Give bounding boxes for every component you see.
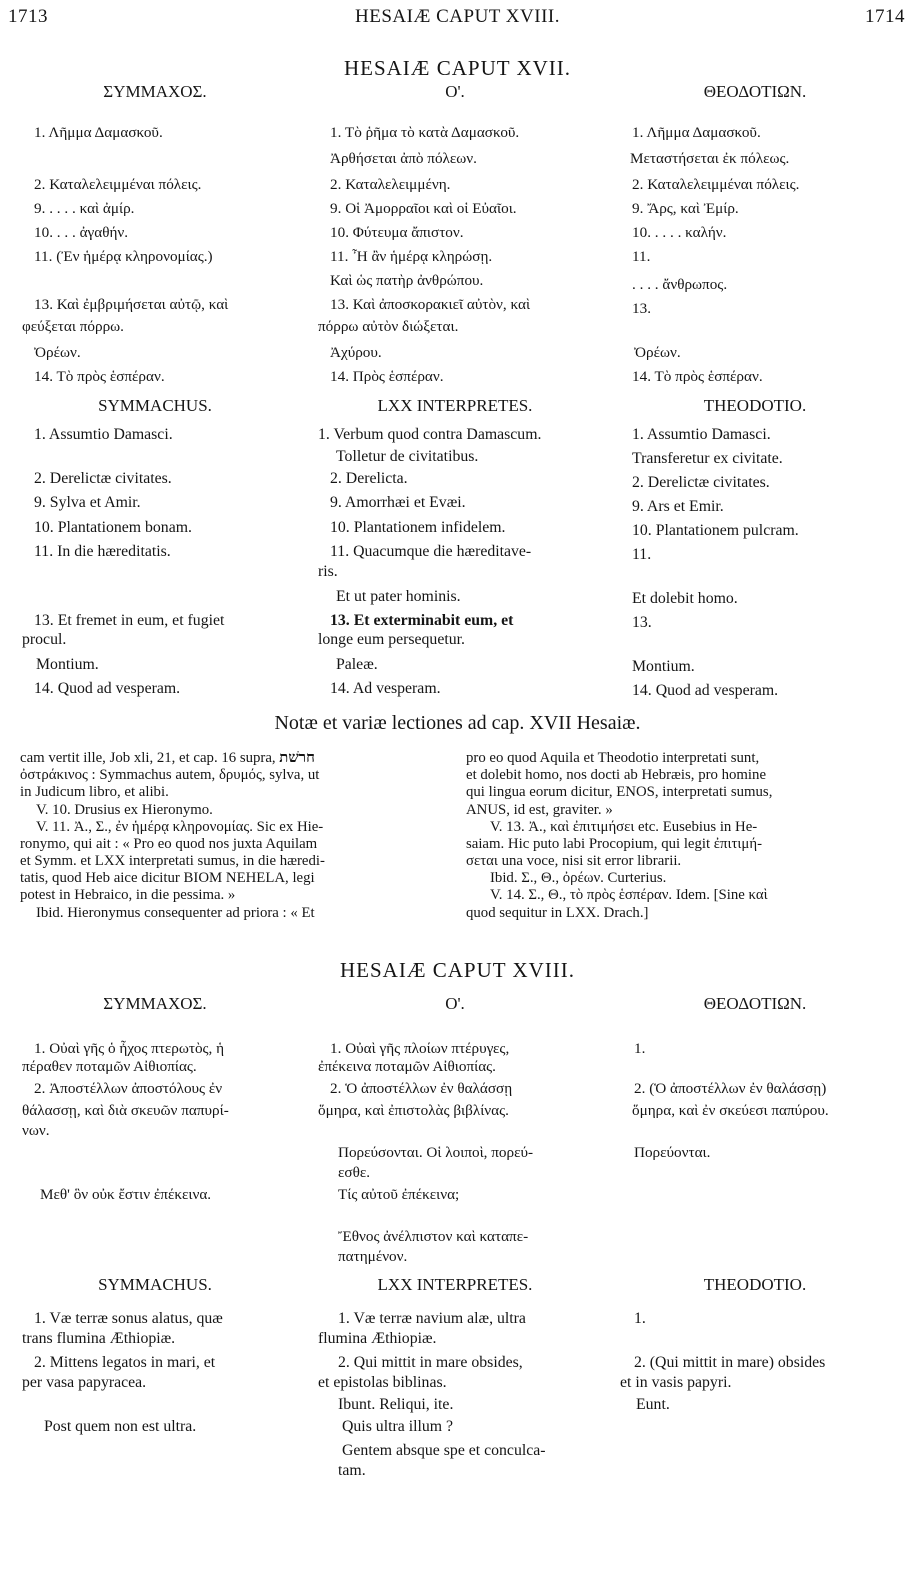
verse-line: 1. Λῆμμα Δαμασκοῦ. (632, 124, 761, 141)
verse-line: 1. Væ terræ navium alæ, ultra (338, 1310, 526, 1327)
verse-line: 11. (Ἐν ἡμέρᾳ κληρονομίας.) (34, 248, 213, 265)
verse-line: Ὀρέων. (634, 344, 681, 361)
verse-line: 14. Quod ad vesperam. (632, 682, 779, 699)
verse-line: 13. (632, 614, 652, 631)
note-line: et dolebit homo, nos docti ab Hebræis, pro homine (466, 767, 767, 783)
verse-line: 13. Et fremet in eum, et fugiet (34, 612, 225, 629)
verse-line: Tolletur de civitatibus. (336, 448, 479, 465)
running-title: HESAIÆ CAPUT XVIII. (355, 6, 560, 27)
verse-line: 10. Plantationem infidelem. (330, 519, 506, 536)
verse-line: πέραθεν ποταμῶν Αἰθιοπίας. (22, 1058, 197, 1075)
verse-line: 13. Et exterminabit eum, et (330, 612, 514, 629)
verse-line: Montium. (632, 658, 695, 675)
verse-line: 1. (634, 1040, 646, 1057)
verse-line: 2. Mittens legatos in mari, et (34, 1354, 216, 1371)
verse-line: φεύξεται πόρρω. (22, 318, 124, 335)
chapter-18-title: HESAIÆ CAPUT XVIII. (339, 958, 576, 982)
verse-line: 14. Τὸ πρὸς ἑσπέραν. (632, 368, 763, 385)
verse-line: 2. Derelictæ civitates. (632, 474, 770, 491)
note-line: et Symm. et LXX interpretati sumus, in die hæredi- (20, 853, 325, 869)
note-line: qui lingua eorum dicitur, ENOS, interpretati sumus, (466, 784, 773, 800)
verse-line: ὅμηρα, καὶ ἐπιστολὰς βιβλίνας. (318, 1102, 509, 1119)
hebrew-word: חרשׁת (279, 750, 315, 766)
note-line: V. 11. Ἀ., Σ., ἐν ἡμέρᾳ κληρονομίας. Sic ex Hie- (36, 819, 324, 835)
note-line: ronymo, qui ait : « Pro eo quod nos juxta Aquilam (20, 836, 318, 852)
verse-line: 10. Plantationem pulcram. (632, 522, 799, 539)
verse-line: 2. Καταλελειμμέναι πόλεις. (34, 176, 202, 193)
verse-line: 9. Amorrhæi et Evæi. (330, 494, 466, 511)
notes-title: Notæ et variæ lectiones ad cap. XVII Hesaiæ. (274, 712, 641, 734)
verse-line: Ἀρθήσεται ἀπὸ πόλεων. (330, 150, 477, 167)
verse-line: Καὶ ὡς πατὴρ ἀνθρώπου. (330, 272, 484, 289)
verse-line: 9. . . . . καὶ ἀμίρ. (34, 200, 135, 217)
verse-line: 9. Ἄρς, καὶ Ἐμίρ. (632, 200, 739, 217)
verse-line: 1. Λῆμμα Δαμασκοῦ. (34, 124, 163, 141)
ch18-header-theodotion-latin: THEODOTIO. (703, 1275, 807, 1294)
verse-line: 2. Καταλελειμμένη. (330, 176, 451, 193)
verse-line: 2. Καταλελειμμέναι πόλεις. (632, 176, 800, 193)
verse-line: . . . . ἄνθρωπος. (632, 276, 728, 293)
verse-line: 14. Ad vesperam. (330, 680, 441, 697)
verse-line: εσθε. (338, 1164, 371, 1181)
ch18-header-lxx-latin: LXX INTERPRETES. (377, 1275, 533, 1294)
verse-line: 1. Οὐαὶ γῆς πλοίων πτέρυγες, (330, 1040, 510, 1057)
ch17-header-theodotion-greek: ΘΕΟΔΟΤΙΩΝ. (703, 82, 807, 101)
ch18-header-symmachus-greek: ΣΥΜΜΑΧΟΣ. (103, 994, 207, 1013)
verse-line: 1. Οὐαὶ γῆς ὁ ἦχος πτερωτὸς, ἡ (34, 1040, 225, 1057)
verse-line: procul. (22, 631, 67, 648)
note-line: tatis, quod Heb aice dicitur BIOM NEHELA, legi (20, 870, 315, 886)
chapter-17-title: HESAIÆ CAPUT XVII. (343, 56, 572, 80)
note-line: Ibid. Hieronymus consequenter ad priora : « Et (36, 905, 315, 921)
verse-line: Quis ultra illum ? (342, 1418, 454, 1435)
verse-line: Πορεύσονται. Οἱ λοιποὶ, πορεύ- (338, 1144, 534, 1161)
note-line: V. 13. Ἀ., καὶ ἐπιτιμήσει etc. Eusebius in He- (490, 819, 758, 835)
verse-line: 14. Τὸ πρὸς ἑσπέραν. (34, 368, 165, 385)
verse-line: et epistolas biblinas. (318, 1374, 447, 1391)
verse-line: 10. Φύτευμα ἄπιστον. (330, 224, 464, 241)
ch17-header-theodotion-latin: THEODOTIO. (703, 396, 807, 415)
verse-line: 2. (Ὁ ἀποστέλλων ἐν θαλάσσῃ) (634, 1080, 827, 1097)
verse-line: 14. Quod ad vesperam. (34, 680, 181, 697)
verse-line: 14. Πρὸς ἑσπέραν. (330, 368, 444, 385)
verse-line: 2. Ἀποστέλλων ἀποστόλους ἐν (34, 1080, 223, 1097)
verse-line: 10. . . . ἀγαθήν. (34, 224, 129, 241)
ch18-header-symmachus-latin: SYMMACHUS. (98, 1275, 212, 1294)
verse-line: 2. Derelicta. (330, 470, 408, 487)
verse-line: πόρρω αὐτὸν διώξεται. (318, 318, 459, 335)
note-line: σεται una voce, nisi sit error librarii. (466, 853, 682, 869)
verse-line: Et dolebit homo. (632, 590, 738, 607)
verse-line: 2. Qui mittit in mare obsides, (338, 1354, 523, 1371)
note-text: cam vertit ille, Job xli, 21, et cap. 16 supra, (20, 750, 276, 766)
verse-line: νων. (22, 1122, 50, 1139)
verse-line: 1. (634, 1310, 646, 1327)
verse-line: 1. Verbum quod contra Damascum. (318, 426, 542, 443)
verse-line: Eunt. (636, 1396, 670, 1413)
verse-line: Μεθ' ὃν οὐκ ἔστιν ἐπέκεινα. (40, 1186, 212, 1203)
verse-line: per vasa papyracea. (22, 1374, 147, 1391)
verse-line: 13. Καὶ ἀποσκορακιεῖ αὐτὸν, καὶ (330, 296, 531, 313)
note-line: ANUS, id est, graviter. » (466, 802, 613, 818)
verse-line: θάλασσῃ, καὶ διὰ σκευῶν παπυρί- (22, 1102, 229, 1119)
verse-line: 11. (632, 546, 652, 563)
note-line: V. 10. Drusius ex Hieronymo. (36, 802, 213, 818)
ch17-header-symmachus-greek: ΣΥΜΜΑΧΟΣ. (103, 82, 207, 101)
note-line: pro eo quod Aquila et Theodotio interpretati sunt, (466, 750, 760, 766)
verse-line: 1. Assumtio Damasci. (34, 426, 173, 443)
verse-line: longe eum persequetur. (318, 631, 465, 648)
verse-line: 11. (632, 248, 651, 265)
verse-line: Post quem non est ultra. (44, 1418, 197, 1435)
ch17-header-lxx-latin: LXX INTERPRETES. (377, 396, 533, 415)
verse-line: 11. Quacumque die hæreditave- (330, 543, 532, 560)
verse-line: 9. Οἱ Ἀμορραῖοι καὶ οἱ Εὐαῖοι. (330, 200, 517, 217)
verse-line: Paleæ. (336, 656, 378, 673)
verse-line: 13. Καὶ ἐμβριμήσεται αὐτῷ, καὶ (34, 296, 229, 313)
verse-line: ὅμηρα, καὶ ἐν σκεύεσι παπύρου. (632, 1102, 829, 1119)
ch17-header-symmachus-latin: SYMMACHUS. (98, 396, 212, 415)
note-line: saiam. Hic puto labi Procopium, qui legit ἐπιτιμή- (466, 836, 763, 852)
verse-line: πατημένον. (338, 1248, 408, 1265)
verse-line: ris. (318, 563, 338, 580)
verse-line: 10. . . . . καλήν. (632, 224, 727, 241)
verse-line: Montium. (36, 656, 99, 673)
verse-line: 1. Assumtio Damasci. (632, 426, 771, 443)
verse-line: 11. Ἦ ἂν ἡμέρᾳ κληρώσῃ. (330, 248, 493, 265)
verse-line: ἐπέκεινα ποταμῶν Αἰθιοπίας. (318, 1058, 496, 1075)
note-line: Ibid. Σ., Θ., ὀρέων. Curterius. (490, 870, 667, 886)
verse-line: trans flumina Æthiopiæ. (22, 1330, 176, 1347)
verse-line: 11. In die hæreditatis. (34, 543, 171, 560)
verse-line: Τίς αὐτοῦ ἐπέκεινα; (338, 1186, 460, 1203)
verse-line: Gentem absque spe et conculca- (342, 1442, 546, 1459)
verse-line: Ibunt. Reliqui, ite. (338, 1396, 454, 1413)
verse-line: 2. (Qui mittit in mare) obsides (634, 1354, 826, 1371)
note-line: ὀστράκινος : Symmachus autem, δρυμός, sylva, ut (20, 767, 320, 783)
ch17-header-lxx-greek: Ο'. (445, 82, 465, 101)
verse-line: flumina Æthiopiæ. (318, 1330, 437, 1347)
verse-line: 10. Plantationem bonam. (34, 519, 192, 536)
verse-line: Ἔθνος ἀνέλπιστον καὶ καταπε- (338, 1228, 529, 1245)
verse-line: 13. (632, 300, 651, 317)
note-line: potest in Hebraico, in die pessima. » (20, 887, 236, 903)
verse-line: 2. Derelictæ civitates. (34, 470, 172, 487)
verse-line: 9. Sylva et Amir. (34, 494, 141, 511)
note-line (20, 750, 315, 767)
ch18-header-lxx-greek: Ο'. (445, 994, 465, 1013)
note-line: V. 14. Σ., Θ., τὸ πρὸς ἑσπέραν. Idem. [Sine καὶ (490, 887, 768, 903)
page-number-right: 1714 (865, 6, 905, 27)
verse-line: Ὀρέων. (34, 344, 81, 361)
note-line: quod sequitur in LXX. Drach.] (466, 905, 649, 921)
verse-line: 2. Ὁ ἀποστέλλων ἐν θαλάσσῃ (330, 1080, 513, 1097)
verse-line: Ἀχύρου. (330, 344, 382, 361)
verse-line: Transferetur ex civitate. (632, 450, 783, 467)
verse-line: 1. Τὸ ῥῆμα τὸ κατὰ Δαμασκοῦ. (330, 124, 520, 141)
note-line: in Judicum libro, et alibi. (20, 784, 169, 800)
verse-line: Πορεύονται. (634, 1144, 711, 1161)
verse-line: Μεταστήσεται ἐκ πόλεως. (630, 150, 790, 167)
verse-line: 1. Væ terræ sonus alatus, quæ (34, 1310, 223, 1327)
verse-line: et in vasis papyri. (620, 1374, 732, 1391)
verse-line: Et ut pater hominis. (336, 588, 461, 605)
verse-line: tam. (338, 1462, 366, 1479)
verse-line: 9. Ars et Emir. (632, 498, 724, 515)
ch18-header-theodotion-greek: ΘΕΟΔΟΤΙΩΝ. (703, 994, 807, 1013)
page-number-left: 1713 (8, 6, 48, 27)
